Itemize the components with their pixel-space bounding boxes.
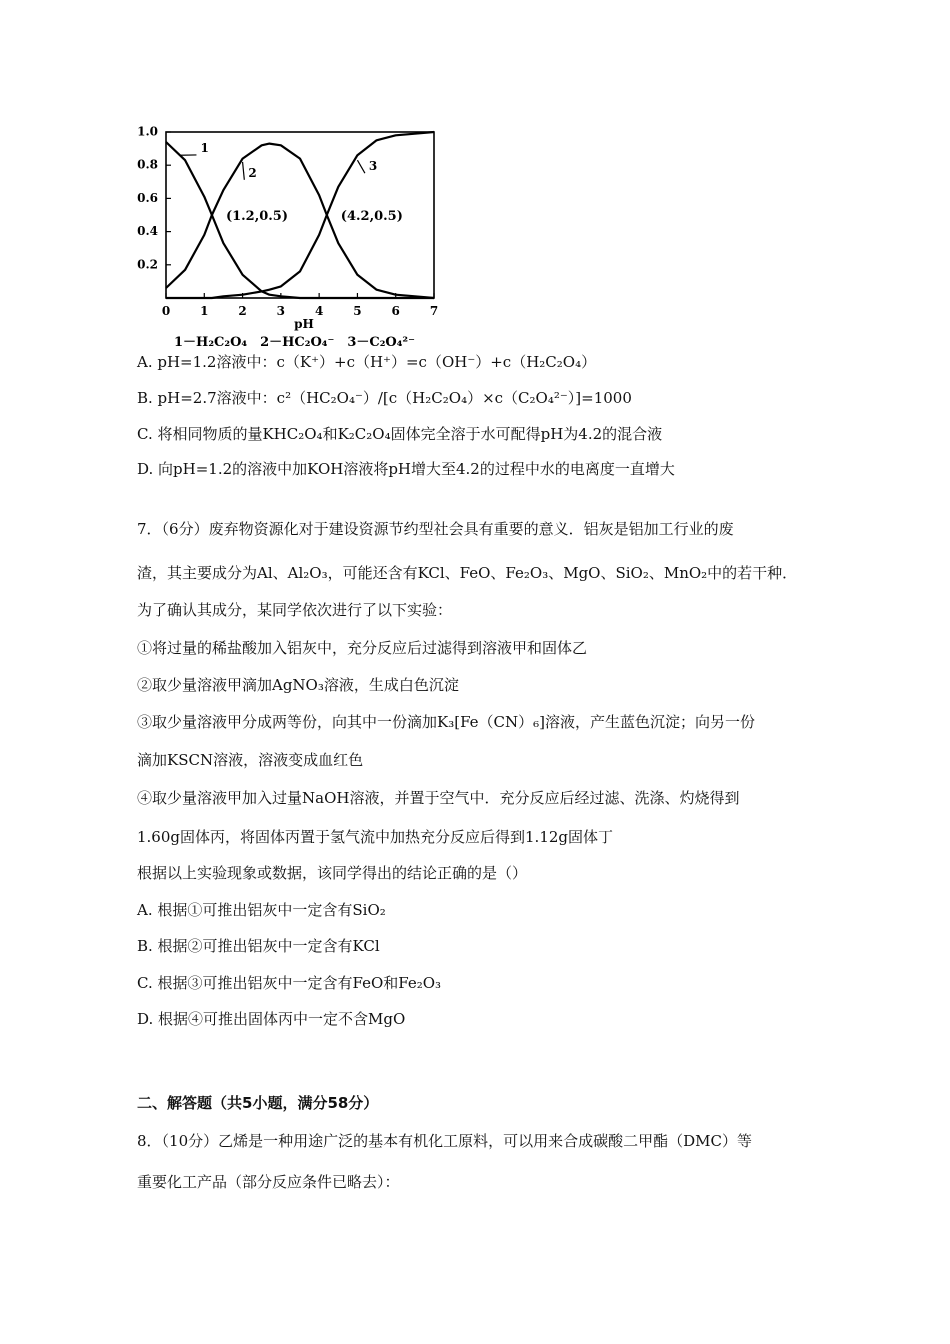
q6-option-c: C. 将相同物质的量KHC₂O₄和K₂C₂O₄固体完全溶于水可配得pH为4.2的混合液	[137, 425, 663, 443]
q7-step2: ②取少量溶液甲滴加AgNO₃溶液，生成白色沉淀	[137, 676, 459, 694]
legend-text: 1－H₂C₂O₄ 2－HC₂O₄⁻ 3－C₂O₄²⁻	[174, 335, 415, 350]
annotation-label: (1.2,0.5)	[225, 209, 289, 224]
q6-option-b: B. pH=2.7溶液中：c²（HC₂O₄⁻）/[c（H₂C₂O₄）×c（C₂O₄²⁻）]=1000	[137, 389, 632, 407]
distribution-chart	[128, 118, 458, 350]
q7-step1: ①将过量的稀盐酸加入铝灰中，充分反应后过滤得到溶液甲和固体乙	[137, 639, 588, 657]
q8-stem-line2: 重要化工产品（部分反应条件已略去）：	[137, 1173, 400, 1191]
series-leader-2	[243, 162, 245, 180]
annotation-label: (4.2,0.5)	[340, 209, 403, 224]
q6-option-a: A. pH=1.2溶液中：c（K⁺）+c（H⁺）=c（OH⁻）+c（H₂C₂O₄）	[137, 353, 597, 371]
series-leader-3	[357, 160, 364, 173]
q7-option-a: A. 根据①可推出铝灰中一定含有SiO₂	[137, 901, 386, 919]
series-label-2: 2	[248, 165, 257, 180]
q7-question: 根据以上实验现象或数据，该同学得出的结论正确的是（）	[137, 864, 528, 882]
q7-option-b: B. 根据②可推出铝灰中一定含有KCl	[137, 937, 380, 955]
x-tick-label: 5	[353, 303, 362, 318]
y-tick-label: 0.8	[137, 157, 158, 172]
x-axis-label: pH	[294, 317, 314, 331]
q7-step3a: ③取少量溶液甲分成两等份，向其中一份滴加K₃[Fe（CN）₆]溶液，产生蓝色沉淀；向另一份	[137, 713, 756, 731]
q7-step4b: 1.60g固体丙，将固体丙置于氢气流中加热充分反应后得到1.12g固体丁	[137, 828, 614, 846]
x-tick-label: 6	[391, 303, 400, 318]
series-label-1: 1	[200, 140, 209, 155]
y-tick-label: 0.6	[137, 190, 158, 205]
chart-svg	[128, 118, 458, 350]
x-tick-label: 1	[200, 303, 209, 318]
q7-step4a: ④取少量溶液甲加入过量NaOH溶液，并置于空气中．充分反应后经过滤、洗涤、灼烧得到	[137, 789, 740, 807]
x-tick-label: 3	[276, 303, 286, 318]
q7-stem-line2: 渣，其主要成分为Al、Al₂O₃，可能还含有KCl、FeO、Fe₂O₃、MgO、SiO₂、MnO₂中的若干种．	[137, 564, 798, 582]
x-tick-label: 7	[429, 303, 439, 318]
q7-stem-line1: 7．（6分）废弃物资源化对于建设资源节约型社会具有重要的意义．铝灰是铝加工行业的废	[137, 520, 734, 538]
y-tick-label: 0.4	[137, 224, 158, 239]
y-tick-label: 0.2	[137, 257, 158, 272]
x-tick-label: 0	[161, 303, 171, 318]
y-tick-label: 1.0	[137, 124, 158, 139]
q7-stem-line3: 为了确认其成分，某同学依次进行了以下实验：	[137, 601, 453, 619]
q7-option-c: C. 根据③可推出铝灰中一定含有FeO和Fe₂O₃	[137, 974, 442, 992]
q6-option-d: D. 向pH=1.2的溶液中加KOH溶液将pH增大至4.2的过程中水的电离度一直增大	[137, 460, 675, 478]
q7-step3b: 滴加KSCN溶液，溶液变成血红色	[137, 751, 364, 769]
x-tick-label: 4	[314, 303, 324, 318]
q8-stem-line1: 8．（10分）乙烯是一种用途广泛的基本有机化工原料，可以用来合成碳酸二甲酯（DMC）等	[137, 1132, 752, 1150]
series-label-3: 3	[368, 159, 378, 174]
x-tick-label: 2	[238, 303, 247, 318]
q7-option-d: D. 根据④可推出固体丙中一定不含MgO	[137, 1010, 406, 1028]
section-heading: 二、解答题（共5小题，满分58分）	[137, 1094, 379, 1112]
